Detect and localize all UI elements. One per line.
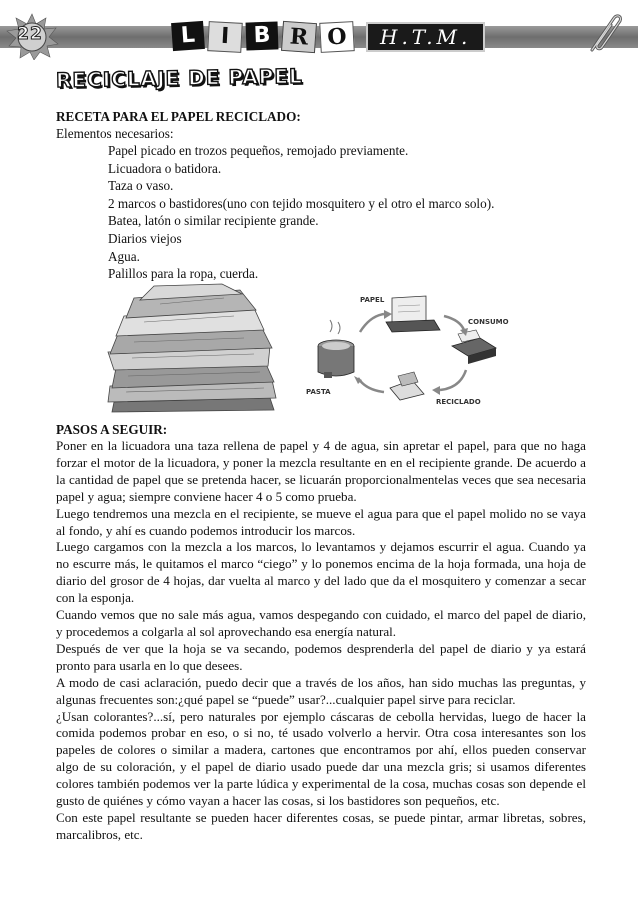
list-item: Palillos para la ropa, cuerda. — [108, 266, 259, 282]
materials-list — [108, 142, 494, 283]
page-title: RECICLAJE DE PAPEL — [55, 63, 303, 93]
paragraph: A modo de casi aclaración, puedo decir que a través de los años, han sido muchas las preguntas, y algunas frecuentes son:¿qué papel se “puede” usar?...cualquier papel sirve para reciclar. — [56, 674, 586, 707]
recycling-cycle-diagram — [300, 276, 526, 416]
page-number: 22 — [17, 24, 43, 44]
list-item: Agua. — [108, 248, 140, 264]
list-item: Diarios viejos — [108, 230, 182, 246]
paper-stack-icon — [386, 296, 440, 332]
list-item: Batea, latón o similar recipiente grande. — [108, 213, 319, 229]
list-item: Taza o vaso. — [108, 178, 174, 194]
label-consumption: CONSUMO — [468, 318, 509, 326]
label-recycled: RECICLADO — [436, 398, 481, 406]
title-suffix: H.T.M. — [366, 22, 485, 52]
page-header — [0, 10, 638, 58]
paragraph: Cuando vemos que no sale más agua, vamos despegando con cuidado, el marco del papel de diario, y procedemos a colgarla al sol aprovechando esa energía natural. — [56, 607, 586, 639]
list-item: Licuadora o batidora. — [108, 160, 222, 176]
steps-text — [56, 438, 586, 844]
printer-icon — [452, 330, 496, 364]
steps-title: PASOS A SEGUIR: — [56, 422, 168, 437]
title-letter: B — [246, 21, 279, 50]
newspaper-pile-image — [104, 282, 280, 414]
label-paper: PAPEL — [360, 296, 385, 304]
paragraph: Luego tendremos una mezcla en el recipiente, se mueve el agua para que el papel molido no se vaya al fondo, y ahí es cuando podemos introducir los marcos. — [56, 505, 586, 538]
recycle-paper-icon — [390, 372, 424, 400]
title-letter: I — [207, 21, 243, 53]
paragraph: ¿Usan colorantes?...sí, pero naturales por ejemplo cáscaras de cebolla hervidas, luego de hacer la comida podemos probar en eso, o si no, té usado volverlo a hervir. Otra cosa interesantes son los papeles de colores o similar a madera, cartones que encontramos por ahí, ellos pueden conservar algo de su coloración, y el papel de diario usado puede dar una mezcla gris; si usamos diferentes colores también podemos ver la parte lúdica y experimental de la cosa, muchas cosas son depende el gusto de quiénes y cómo vayan a hacer las cosas, si los bastidores son pequeños, etc. — [56, 708, 586, 809]
recipe-title: RECETA PARA EL PAPEL RECICLADO: — [56, 109, 301, 124]
book-title — [172, 22, 485, 56]
title-letter: R — [281, 21, 317, 53]
label-pulp: PASTA — [306, 388, 331, 396]
pulp-pot-icon — [318, 320, 354, 378]
paperclip-icon — [580, 10, 624, 56]
paragraph: Con este papel resultante se pueden hacer diferentes cosas, se puede pintar, armar libretas, sobres, marcalibros, etc. — [56, 809, 586, 842]
list-item: 2 marcos o bastidores(uno con tejido mosquitero y el otro el marco solo). — [108, 195, 495, 211]
paragraph: Luego cargamos con la mezcla a los marcos, lo levantamos y dejamos escurrir el agua. Cuando ya no escurre más, le quitamos el marco “ciego” y lo ponemos encima de la hoja formada, una hoja de diario del grosor de 4 hojas, dar vuelta al marco y del lado que da el mosquitero y comenzar a secar con la esponja. — [56, 539, 586, 606]
paragraph: Poner en la licuadora una taza rellena de papel y 4 de agua, sin apretar el papel, para que no haga forzar el motor de la licuadora, y poner la mezcla resultante en en el recipiente grande. De acuerdo a la cantidad de papel que se pretenda hacer, se licuarán proporcionalmentelas veces que sea necesaria papel y agua; siempre conviene hacer 4 o 5 como prueba. — [56, 438, 586, 504]
elements-label: Elementos necesarios: — [56, 126, 174, 141]
title-letter: O — [319, 21, 355, 53]
title-letter: L — [171, 21, 205, 51]
paragraph: Después de ver que la hoja se va secando, podemos desprenderla del papel de diario y ya estará pronto para usarla en lo que desees. — [56, 640, 586, 673]
list-item: Papel picado en trozos pequeños, remojado previamente. — [108, 143, 409, 158]
